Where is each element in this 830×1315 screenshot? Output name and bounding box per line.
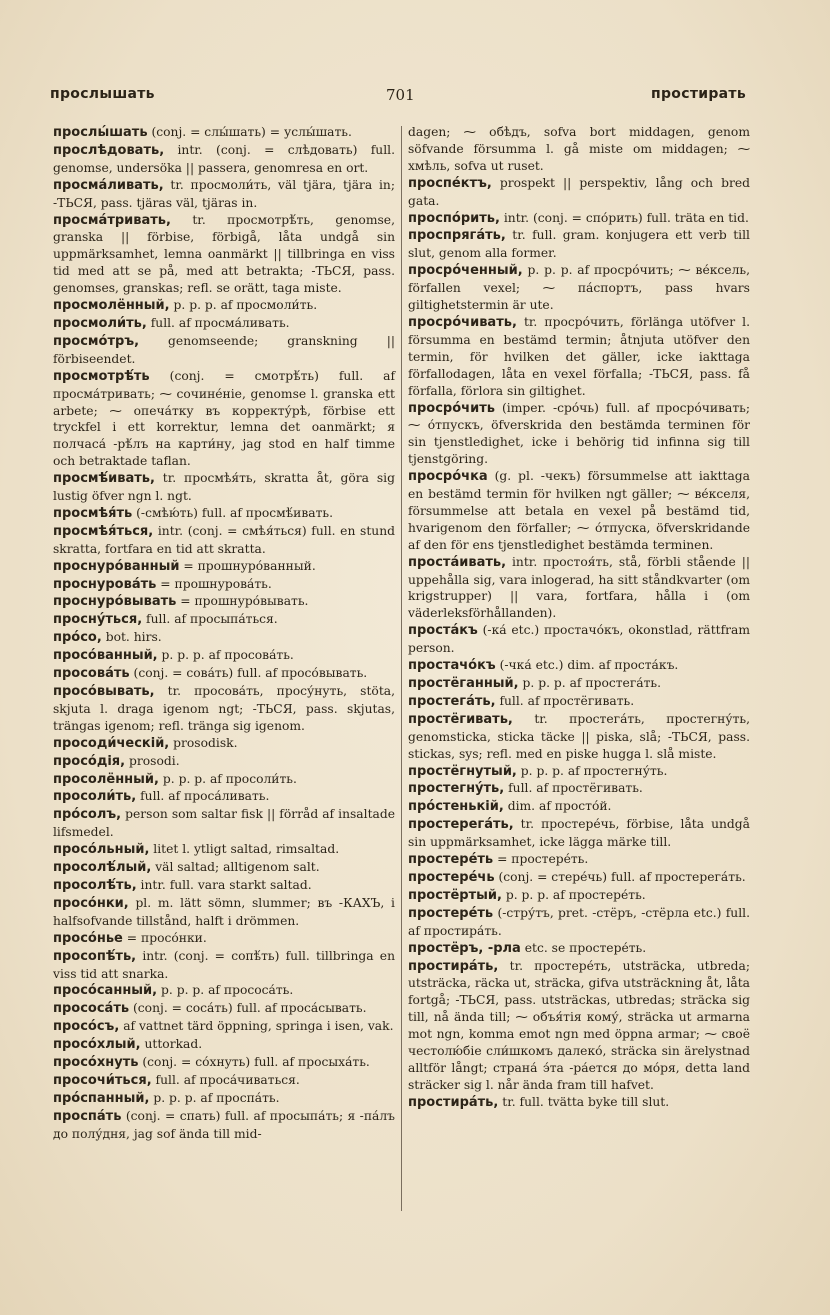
dictionary-entry — [408, 622, 750, 657]
entry-headword: простёртый, — [408, 887, 502, 903]
entry-definition: (conj. = стере́чь) full. af простерега́ть. — [494, 869, 746, 884]
entry-headword: простегну́ть, — [408, 781, 505, 797]
entry-definition: = просо́нки. — [122, 930, 207, 945]
entry-headword: просро́чивать, — [408, 314, 517, 330]
entry-definition: prospekt || perspektiv, lång och bred gata. — [408, 175, 750, 208]
entry-headword: проспо́рить, — [408, 210, 500, 226]
entry-definition: p. p. p. af простегну́ть. — [516, 763, 668, 778]
entry-headword: просма́ливать, — [53, 177, 164, 193]
entry-definition: full. af простёгивать. — [495, 693, 635, 708]
dictionary-entry — [53, 368, 395, 470]
dictionary-entry — [53, 930, 395, 948]
entry-definition: = прошнурова́ть. — [156, 576, 272, 591]
dictionary-entry — [408, 400, 750, 469]
entry-headword: проснуро́вывать — [53, 594, 177, 610]
dictionary-entry — [53, 841, 395, 859]
dictionary-entry — [53, 611, 395, 629]
right-column — [408, 124, 750, 1112]
entry-headword: просолённый, — [53, 771, 159, 787]
entry-definition: intr. (conj. = спо́рить) full. träta en tid. — [499, 210, 749, 225]
dictionary-entry — [53, 505, 395, 523]
entry-headword: про́солъ, — [53, 807, 122, 823]
dictionary-entry — [408, 554, 750, 623]
entry-headword: прослѣдовать, — [53, 142, 165, 158]
entry-definition: (-смѣю́ть) full. af просмѣ́ивать. — [132, 505, 333, 520]
dictionary-entry — [53, 142, 395, 177]
dictionary-entry — [408, 262, 750, 314]
dictionary-entry — [53, 859, 395, 877]
entry-definition: tr. просмотрѣ́ть, genomse, granska || förbise, förbigå, låta undgå sin uppmärksamhet, lemna oanmärkt || tillbringa en viss tid med att se på, med att betrakta; -ТЬСЯ, pass. genomses, granskas; refl. se orätt, taga miste. — [53, 212, 395, 296]
entry-headword: про́со, — [53, 630, 102, 646]
entry-definition: p. p. p. af просро́чить; ⁓ ве́ксель, förfallen vexel; ⁓ па́спортъ, pass hvars giltighetstermin är ute. — [408, 263, 750, 313]
left-column — [53, 124, 395, 1143]
entry-headword: простира́ть, — [408, 1094, 499, 1110]
entry-definition: bot. hirs. — [101, 630, 162, 645]
dictionary-entry — [408, 780, 750, 798]
entry-definition: genomseende; granskning || förbiseendet. — [53, 333, 395, 366]
entry-headword: проспряга́ть, — [408, 228, 506, 244]
entry-definition: af vattnet tärd öppning, springa i isen, vak. — [119, 1019, 394, 1034]
entry-definition: prosodisk. — [169, 735, 238, 750]
dictionary-entry — [53, 735, 395, 753]
dictionary-entry — [53, 788, 395, 806]
entry-definition: intr. простоя́ть, stå, förbli stående || uppehålla sig, vara inlogerad, ha sitt ståndkvarter (om krigstrupper) || vara, fortfara, hålla i (om väderleksförhållanden). — [408, 554, 750, 621]
dictionary-entry — [53, 124, 395, 142]
page-number: 701 — [386, 86, 415, 104]
entry-headword: просоли́ть, — [53, 789, 137, 805]
entry-definition: dim. af просто́й. — [503, 799, 612, 814]
entry-definition: = простере́ть. — [493, 852, 589, 867]
entry-definition: uttorkad. — [140, 1037, 203, 1052]
dictionary-entry — [408, 887, 750, 905]
dictionary-entry — [53, 895, 395, 930]
entry-headword: просро́чить — [408, 400, 495, 416]
dictionary-entry — [53, 753, 395, 771]
entry-definition: prosodi. — [125, 753, 180, 768]
dictionary-entry — [53, 1072, 395, 1090]
entry-definition: p. p. p. af прососа́ть. — [157, 983, 294, 998]
entry-definition: intr. full. vara starkt saltad. — [136, 877, 312, 892]
entry-headword: просо́льный, — [53, 842, 150, 858]
dictionary-entry — [53, 1018, 395, 1036]
dictionary-entry — [53, 523, 395, 558]
entry-headword: просмѣя́ться, — [53, 523, 154, 539]
entry-headword: просма́тривать, — [53, 212, 171, 228]
entry-definition: litet l. ytligt saltad, rimsaltad. — [149, 842, 340, 857]
dictionary-entry — [53, 177, 395, 212]
entry-headword: простере́ть — [408, 905, 494, 921]
entry-headword: просо́вывать, — [53, 684, 155, 699]
entry-headword: просолѣ́ть, — [53, 877, 137, 893]
entry-headword: проста́ивать, — [408, 554, 507, 570]
entry-headword: простере́ть — [408, 852, 494, 868]
entry-definition: p. p. p. af простере́ть. — [501, 887, 646, 902]
entry-definition: = прошнуро́ванный. — [179, 558, 316, 573]
entry-definition: tr. full. tvätta byke till slut. — [498, 1094, 670, 1109]
dictionary-entry — [408, 958, 750, 1094]
entry-definition: p. p. p. af простега́ть. — [518, 676, 661, 690]
dictionary-entry — [53, 948, 395, 983]
entry-headword: просмоли́ть, — [53, 315, 147, 331]
entry-headword: просо́хлый, — [53, 1037, 141, 1053]
entry-headword: простерега́ть, — [408, 817, 514, 833]
entry-definition: tr. просмоли́ть, väl tjära, tjära in; -ТЬСЯ, pass. tjäras väl, tjäras in. — [53, 177, 395, 210]
entry-definition: (conj. = сова́ть) full. af просо́вывать. — [129, 666, 368, 681]
dictionary-entry — [53, 576, 395, 594]
dictionary-entry — [53, 1036, 395, 1054]
entry-headword: просоди́ческій, — [53, 735, 170, 751]
entry-headword: про́спанный, — [53, 1090, 150, 1106]
entry-definition: tr. просова́ть, просу́нуть, stöta, skjuta l. draga igenom ngt; -ТЬСЯ, pass. skjutas, trängas igenom; refl. tränga sig igenom. — [53, 684, 395, 733]
dictionary-entry — [53, 665, 395, 683]
entry-definition: (conj. = смотрѣ́ть) full. af просма́тривать; ⁓ сочине́ніе, genomse l. granska ett arbete; ⁓ опеча́тку въ корректу́рѣ, förbise ett tryckfel i ett korrektur, lemna det oanmärkt; я полчаса́ -рѣ́лъ на карти́ну, jag stod en half timme och betraktade taflan. — [53, 368, 395, 469]
running-head-left: прослышать — [50, 86, 155, 102]
dictionary-entry — [53, 333, 395, 368]
dictionary-entry — [408, 210, 750, 228]
entry-headword: прослы́шать — [53, 125, 148, 140]
entry-definition: tr. простега́ть, простегну́ть, genomsticka, sticka täcke || piska, slå; -ТЬСЯ, pass. stickas, sys; refl. med en piske hugga l. slå miste. — [408, 711, 750, 761]
entry-definition: intr. (conj. = слѣдовать) full. genomse, undersöka || passera, genomresa en ort. — [53, 142, 395, 175]
dictionary-entry — [408, 693, 750, 711]
entry-definition: full. af просма́ливать. — [146, 315, 290, 330]
entry-definition: p. p. p. af просмоли́ть. — [169, 298, 318, 313]
entry-headword: просо́нки, — [53, 895, 129, 911]
dictionary-entry — [408, 468, 750, 554]
entry-headword: проснурова́ть — [53, 576, 157, 592]
entry-headword: просмо́тръ, — [53, 333, 140, 349]
entry-headword: просолѣ́лый, — [53, 860, 152, 876]
entry-headword: про́стенькій, — [408, 799, 504, 815]
dictionary-entry — [53, 1054, 395, 1072]
dictionary-entry — [408, 711, 750, 763]
entry-definition: tr. просро́чить, förlänga utöfver l. försumma en bestämd termin; åtnjuta utöfver den termin, för hvilken det gäller, icke iakttaga förfallodagen, låta en vexel förfalla; -ТЬСЯ, pass. få förfalla, förlora sin giltighet. — [408, 314, 750, 398]
dictionary-entry — [408, 124, 750, 175]
entry-headword: просро́ченный, — [408, 263, 523, 279]
entry-definition: (conj. = слы́шать) = услы́шать. — [147, 125, 352, 139]
dictionary-entry — [408, 816, 750, 851]
entry-headword: просо́съ, — [53, 1019, 120, 1035]
entry-headword: проспа́ть — [53, 1108, 122, 1124]
entry-headword: просо́дія, — [53, 753, 126, 769]
dictionary-entry — [408, 763, 750, 781]
dictionary-entry — [408, 675, 750, 693]
entry-headword: просмолённый, — [53, 298, 170, 314]
dictionary-entry — [53, 593, 395, 611]
dictionary-entry — [408, 1094, 750, 1112]
dictionary-entry — [53, 629, 395, 647]
entry-headword: проспе́ктъ, — [408, 175, 492, 191]
dictionary-entry — [53, 877, 395, 895]
entry-definition: tr. простере́чь, förbise, låta undgå sin uppmärksamhet, icke lägga märke till. — [408, 817, 750, 850]
dictionary-entry — [408, 940, 750, 958]
entry-definition: (imper. -сро́чь) full. af просро́чивать; ⁓ о́тпускъ, öfverskrida den bestämda terminen för sin tjenstledighet, icke i behörig tid infinna sig till tjenstgöring. — [408, 400, 750, 467]
dictionary-entry — [53, 1090, 395, 1108]
dictionary-entry — [53, 771, 395, 789]
entry-definition: full. af просыпа́ться. — [142, 612, 278, 627]
dictionary-entry — [408, 869, 750, 887]
entry-definition: full. af простёгивать. — [504, 781, 643, 796]
entry-definition: p. p. p. af просоли́ть. — [158, 771, 297, 786]
entry-headword: простега́ть, — [408, 693, 496, 709]
entry-definition: person som saltar fisk || förråd af insaltade lifsmedel. — [53, 807, 395, 840]
entry-definition: (-стру́тъ, pret. -стёръ, -стёрла etc.) full. af простира́ть. — [408, 905, 750, 938]
entry-definition: (-ка́ etc.) простачо́къ, okonstlad, rättfram person. — [408, 623, 750, 656]
dictionary-entry — [53, 470, 395, 505]
entry-headword: просну́ться, — [53, 612, 143, 628]
entry-headword: простере́чь — [408, 869, 495, 885]
entry-definition: (g. pl. -чекъ) försummelse att iakttaga en bestämd termin för hvilken ngt gäller; ⁓ ве́кселя, försummelse att betala en vexel på bestämd tid, hvarigenom den förfaller; ⁓ о́тпуска, öfverskridande af den för ens tjenstledighet bestämda terminen. — [408, 469, 750, 552]
dictionary-entry — [408, 798, 750, 816]
dictionary-entry — [53, 558, 395, 576]
entry-definition: full. af проса́чиваться. — [151, 1072, 300, 1087]
entry-definition: = прошнуро́вывать. — [176, 594, 309, 609]
dictionary-entry — [408, 851, 750, 869]
entry-definition: (-чка́ etc.) dim. af проста́къ. — [495, 658, 679, 673]
entry-definition: intr. (conj. = смѣя́ться) full. en stund skratta, fortfara en tid att skratta. — [53, 523, 395, 556]
dictionary-entry — [53, 806, 395, 841]
entry-definition: tr. простере́ть, utsträcka, utbreda; utsträcka, räcka ut, sträcka, gifva utsträckning åt, låta fortgå; -ТЬСЯ, pass. utsträckas, utbredas; sträcka sig till, nå ända till; ⁓ объя́тія кому́, sträcka ut armarna mot ngn, komma emot ngn med öppna armar; ⁓ своё честолю́біе сли́шкомъ далеко́, sträcka sin ärelystnad alltför långt; страна́ э́та -ра́ется до мо́ря, detta land sträcker sig l. når ända fram till hafvet. — [408, 958, 750, 1092]
entry-headword: просочи́ться, — [53, 1072, 152, 1088]
dictionary-entry — [53, 647, 395, 665]
entry-definition: tr. full. gram. konjugera ett verb till slut, genom alla former. — [408, 228, 750, 261]
dictionary-entry — [408, 227, 750, 262]
entry-headword: просо́ванный, — [53, 648, 158, 664]
dictionary-entry — [408, 905, 750, 940]
entry-headword: проста́къ — [408, 623, 478, 639]
entry-definition: pl. m. lätt sömn, slummer; въ -КАХЪ, i halfsofvande tillstånd, halft i drömmen. — [53, 895, 395, 928]
entry-definition: tr. просмѣя́ть, skratta åt, göra sig lustig öfver ngn l. ngt. — [53, 471, 395, 504]
dictionary-entry — [53, 982, 395, 1000]
dictionary-entry — [53, 315, 395, 333]
column-divider — [401, 126, 402, 1211]
entry-headword: просо́санный, — [53, 983, 158, 999]
entry-headword: простёганный, — [408, 676, 519, 691]
entry-headword: простёръ, -рла — [408, 940, 521, 956]
entry-headword: просопѣ́ть, — [53, 948, 137, 964]
entry-headword: просова́ть — [53, 666, 130, 682]
entry-headword: просмѣя́ть — [53, 505, 133, 521]
entry-headword: просо́хнуть — [53, 1055, 139, 1071]
entry-headword: просмотрѣ́ть — [53, 368, 150, 384]
entry-headword: просо́нье — [53, 930, 123, 946]
entry-definition: (conj. = спать) full. af просыпа́ть; я -па́лъ до полу́дня, jag sof ända till mid- — [53, 1108, 395, 1141]
dictionary-entry — [53, 1108, 395, 1143]
entry-definition: (conj. = соса́ть) full. af проса́сывать. — [129, 1001, 367, 1016]
entry-headword: просмѣ́ивать, — [53, 471, 155, 487]
entry-headword: прососа́ть — [53, 1001, 130, 1017]
entry-definition: (conj. = со́хнуть) full. af просыха́ть. — [138, 1055, 370, 1070]
entry-definition: intr. (conj. = сопѣ́ть) full. tillbringa en viss tid att snarka. — [53, 948, 395, 981]
dictionary-entry — [53, 297, 395, 315]
dictionary-entry — [53, 212, 395, 298]
dictionary-entry — [408, 657, 750, 675]
entry-definition: väl saltad; alltigenom salt. — [151, 860, 320, 875]
entry-headword: проснуро́ванный — [53, 558, 180, 574]
dictionary-entry — [53, 1000, 395, 1018]
dictionary-entry — [408, 175, 750, 210]
entry-headword: просро́чка — [408, 469, 488, 485]
entry-headword: простира́ть, — [408, 958, 499, 974]
dictionary-entry — [408, 314, 750, 400]
running-head-right: простирать — [651, 86, 746, 102]
entry-headword: простачо́къ — [408, 658, 496, 674]
entry-definition: p. p. p. af просова́ть. — [157, 648, 294, 663]
dictionary-entry — [53, 683, 395, 735]
entry-definition: dagen; ⁓ обѣдъ, sofva bort middagen, genom söfvande försumma l. gå miste om middagen; ⁓ хмѣль, sofva ut ruset. — [408, 125, 750, 173]
entry-headword: простёгивать, — [408, 711, 513, 727]
entry-headword: простёгнутый, — [408, 763, 517, 779]
entry-definition: etc. se простере́ть. — [520, 940, 647, 955]
entry-definition: full. af проса́ливать. — [136, 789, 270, 804]
entry-definition: p. p. p. af проспа́ть. — [149, 1090, 280, 1105]
